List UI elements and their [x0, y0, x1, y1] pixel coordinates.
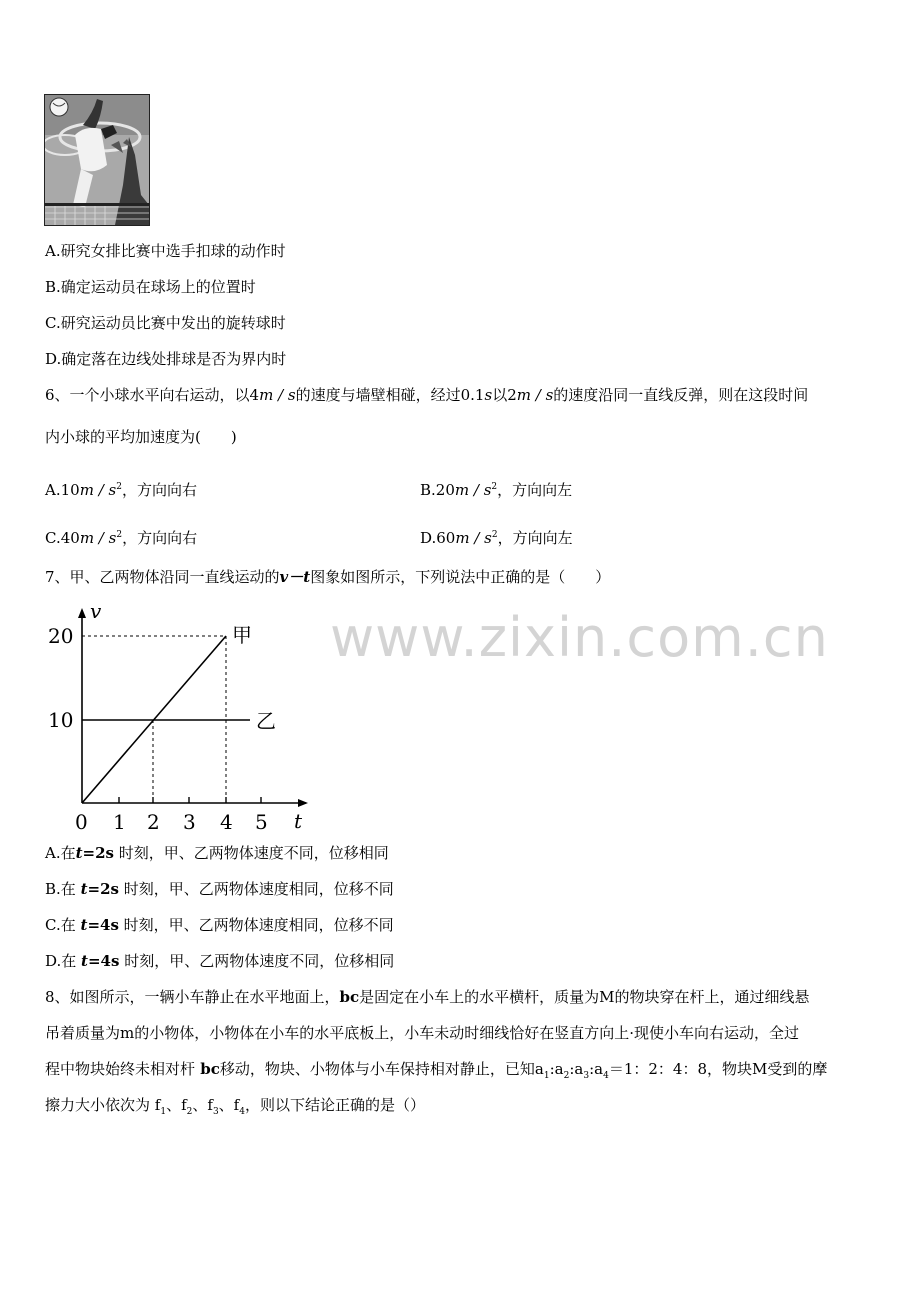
- q6-option-b: $B.20m / s^2$，方向向左: [420, 481, 573, 499]
- q6-speed2: 2: [507, 386, 517, 404]
- q8-line1: 8、如图所示，一辆小车静止在水平地面上，bc是固定在小车上的水平横杆，质量为M的物块穿在杆上，通过细线悬: [45, 988, 810, 1006]
- q7-option-c: C.在 t=4s 时刻，甲、乙两物体速度相同，位移不同: [45, 916, 394, 934]
- x-axis-label: t: [294, 809, 303, 833]
- q7-option-a: A.在t=2s 时刻，甲、乙两物体速度不同，位移相同: [45, 844, 389, 862]
- q6-speed1: 4: [249, 386, 260, 404]
- q8-line4: 擦力大小依次为 $f_1$、$f_2$、$f_3$、$f_4$，则以下结论正确的是（）: [45, 1096, 425, 1117]
- x-tick-1: 1: [113, 810, 126, 834]
- y-axis-arrow: [78, 608, 86, 618]
- q6-option-d: $D.60m / s^2$，方向向左: [420, 529, 573, 547]
- x-tick-2: 2: [147, 810, 160, 834]
- x-tick-4: 4: [220, 810, 233, 834]
- series-yi-label: 乙: [256, 709, 276, 733]
- q8-line2: 吊着质量为m的小物体，小物体在小车的水平底板上，小车未动时细线恰好在竖直方向上·现使小车向右运动，全过: [45, 1024, 799, 1042]
- q5-option-b: B.确定运动员在球场上的位置时: [45, 278, 256, 296]
- q7-stem: 7、甲、乙两物体沿同一直线运动的v－t图象如图所示，下列说法中正确的是（ ）: [45, 568, 611, 586]
- q6-time: 0.1: [460, 386, 485, 404]
- q8-line3: 程中物块始终未相对杆 bc移动，物块、小物体与小车保持相对静止，已知$a_1:a_2:a_3:a_4=1$：2：4：8，物块M受到的摩: [45, 1060, 828, 1081]
- q6-stem-line2: 内小球的平均加速度为( ): [45, 428, 237, 446]
- watermark: www.zixin.com.cn: [330, 606, 829, 669]
- q5-option-d: D.确定落在边线处排球是否为界内时: [45, 350, 287, 368]
- q7-vt-symbol: v－t: [279, 568, 311, 586]
- x-tick-0: 0: [75, 810, 88, 834]
- y-axis-label: v: [90, 599, 102, 623]
- q6-option-a: $A.10m / s^2$，方向向右: [45, 481, 197, 499]
- q6-option-c: $C.40m / s^2$，方向向右: [45, 529, 198, 547]
- x-axis-arrow: [298, 799, 308, 807]
- y-tick-20: 20: [48, 624, 74, 648]
- vt-graph: [40, 596, 330, 836]
- x-tick-5: 5: [255, 810, 268, 834]
- q5-option-a: A.研究女排比赛中选手扣球的动作时: [45, 242, 286, 260]
- q5-option-c: C.研究运动员比赛中发出的旋转球时: [45, 314, 286, 332]
- series-jia-label: 甲: [232, 623, 252, 647]
- volleyball-photo: [44, 94, 150, 226]
- q6-stem-line1: 6、一个小球水平向右运动，以4m / s的速度与墙壁相碰，经过0.1s以2m / s的速度沿同一直线反弹，则在这段时间: [45, 386, 809, 404]
- y-tick-10: 10: [48, 708, 74, 732]
- x-tick-3: 3: [183, 810, 196, 834]
- q7-option-b: B.在 t=2s 时刻，甲、乙两物体速度相同，位移不同: [45, 880, 394, 898]
- q7-option-d: D.在 t=4s 时刻，甲、乙两物体速度不同，位移相同: [45, 952, 395, 970]
